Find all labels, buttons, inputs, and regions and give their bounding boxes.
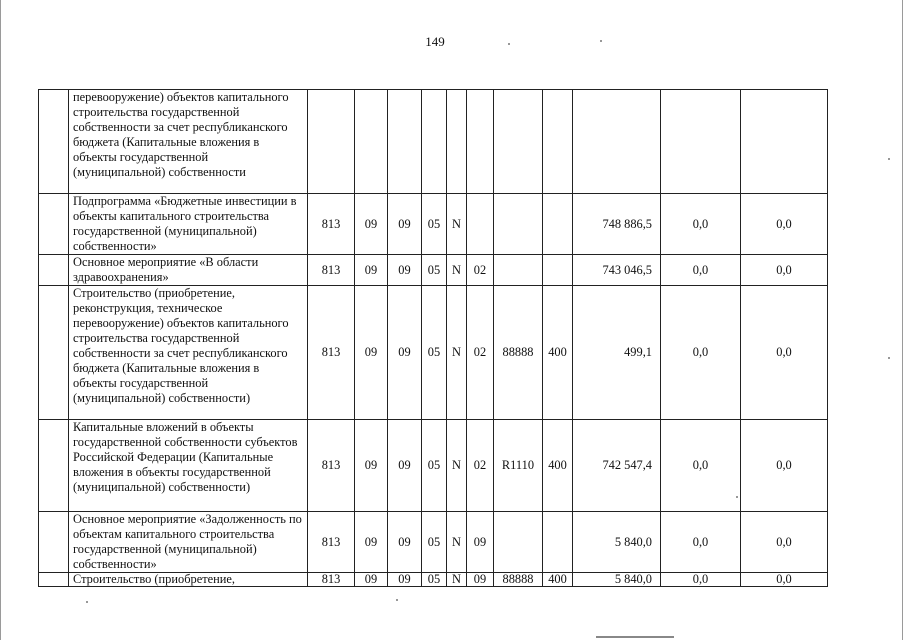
amount-3: 0,0 [741, 512, 828, 573]
amount-2: 0,0 [661, 194, 741, 255]
code-direction [494, 512, 543, 573]
code-subsection [388, 90, 422, 194]
lead-cell [39, 286, 69, 420]
scan-speck [888, 357, 890, 359]
scan-speck [396, 599, 398, 601]
code-main-event: 09 [467, 573, 494, 587]
code-section: 09 [355, 286, 388, 420]
code-ministry: 813 [308, 255, 355, 286]
amount-3: 0,0 [741, 286, 828, 420]
amount-2: 0,0 [661, 286, 741, 420]
amount-1: 743 046,5 [573, 255, 661, 286]
code-program [422, 90, 447, 194]
amount-3: 0,0 [741, 255, 828, 286]
code-subprogram: N [447, 420, 467, 512]
code-expense-type [543, 512, 573, 573]
code-main-event: 02 [467, 420, 494, 512]
page-number: 149 [425, 34, 445, 49]
code-main-event: 02 [467, 255, 494, 286]
row-name: перевооружение) объектов капитального строительства государственной собственности за счет республиканского бюджета (Капитальные вложения в объекты государственной (муниципальной) собственности [69, 90, 308, 194]
code-section: 09 [355, 512, 388, 573]
budget-table [38, 89, 828, 587]
table-row [39, 255, 828, 286]
code-direction [494, 255, 543, 286]
amount-2: 0,0 [661, 512, 741, 573]
code-program: 05 [422, 194, 447, 255]
row-name: Подпрограмма «Бюджетные инвестиции в объекты капитального строительства государственной (муниципальной) собственности» [69, 194, 308, 255]
amount-2: 0,0 [661, 420, 741, 512]
code-section: 09 [355, 573, 388, 587]
amount-3: 0,0 [741, 573, 828, 587]
table-body [39, 90, 828, 587]
code-subsection: 09 [388, 194, 422, 255]
amount-2: 0,0 [661, 255, 741, 286]
code-main-event [467, 194, 494, 255]
scan-speck [600, 40, 602, 42]
code-expense-type: 400 [543, 286, 573, 420]
amount-3 [741, 90, 828, 194]
code-expense-type: 400 [543, 573, 573, 587]
lead-cell [39, 255, 69, 286]
code-expense-type [543, 194, 573, 255]
code-direction [494, 194, 543, 255]
code-subsection: 09 [388, 255, 422, 286]
code-main-event [467, 90, 494, 194]
code-section: 09 [355, 420, 388, 512]
amount-1 [573, 90, 661, 194]
code-expense-type [543, 255, 573, 286]
lead-cell [39, 573, 69, 587]
code-subsection: 09 [388, 420, 422, 512]
lead-cell [39, 194, 69, 255]
code-program: 05 [422, 255, 447, 286]
table-row [39, 194, 828, 255]
code-subprogram: N [447, 194, 467, 255]
code-program: 05 [422, 573, 447, 587]
code-expense-type [543, 90, 573, 194]
amount-1: 499,1 [573, 286, 661, 420]
code-section: 09 [355, 255, 388, 286]
code-ministry: 813 [308, 512, 355, 573]
row-name: Строительство (приобретение, реконструкция, техническое перевооружение) объектов капитального строительства государственной собственности за счет республиканского бюджета (Капитальные вложения в объекты государственной (муниципальной) собственности) [69, 286, 308, 420]
code-subprogram: N [447, 286, 467, 420]
lead-cell [39, 512, 69, 573]
code-subprogram: N [447, 512, 467, 573]
scan-speck [508, 43, 510, 45]
amount-2 [661, 90, 741, 194]
code-ministry: 813 [308, 420, 355, 512]
code-main-event: 02 [467, 286, 494, 420]
code-direction: R1110 [494, 420, 543, 512]
code-subprogram: N [447, 255, 467, 286]
code-ministry: 813 [308, 286, 355, 420]
amount-1: 748 886,5 [573, 194, 661, 255]
scan-edge-mark [596, 636, 674, 638]
code-direction: 88888 [494, 286, 543, 420]
row-name: Основное мероприятие «Задолженность по объектам капитального строительства государственной (муниципальной) собственности» [69, 512, 308, 573]
code-direction: 88888 [494, 573, 543, 587]
code-program: 05 [422, 286, 447, 420]
code-main-event: 09 [467, 512, 494, 573]
code-program: 05 [422, 420, 447, 512]
lead-cell [39, 420, 69, 512]
row-name: Капитальные вложений в объекты государственной собственности субъектов Российской Федерации (Капитальные вложения в объекты государственной (муниципальной) собственности) [69, 420, 308, 512]
lead-cell [39, 90, 69, 194]
row-name: Основное мероприятие «В области здравоохранения» [69, 255, 308, 286]
code-subsection: 09 [388, 573, 422, 587]
code-section [355, 90, 388, 194]
code-expense-type: 400 [543, 420, 573, 512]
table-row [39, 90, 828, 194]
code-program: 05 [422, 512, 447, 573]
code-ministry: 813 [308, 194, 355, 255]
table-row [39, 420, 828, 512]
scan-speck [86, 601, 88, 603]
code-subprogram: N [447, 573, 467, 587]
code-direction [494, 90, 543, 194]
code-section: 09 [355, 194, 388, 255]
code-ministry: 813 [308, 573, 355, 587]
table-row [39, 512, 828, 573]
code-subprogram [447, 90, 467, 194]
code-ministry [308, 90, 355, 194]
amount-3: 0,0 [741, 194, 828, 255]
code-subsection: 09 [388, 286, 422, 420]
amount-1: 5 840,0 [573, 573, 661, 587]
amount-2: 0,0 [661, 573, 741, 587]
scan-speck [888, 158, 890, 160]
amount-3: 0,0 [741, 420, 828, 512]
table-row [39, 573, 828, 587]
amount-1: 5 840,0 [573, 512, 661, 573]
amount-1: 742 547,4 [573, 420, 661, 512]
scan-speck [736, 496, 738, 498]
row-name: Строительство (приобретение, [69, 573, 308, 587]
table-row [39, 286, 828, 420]
code-subsection: 09 [388, 512, 422, 573]
